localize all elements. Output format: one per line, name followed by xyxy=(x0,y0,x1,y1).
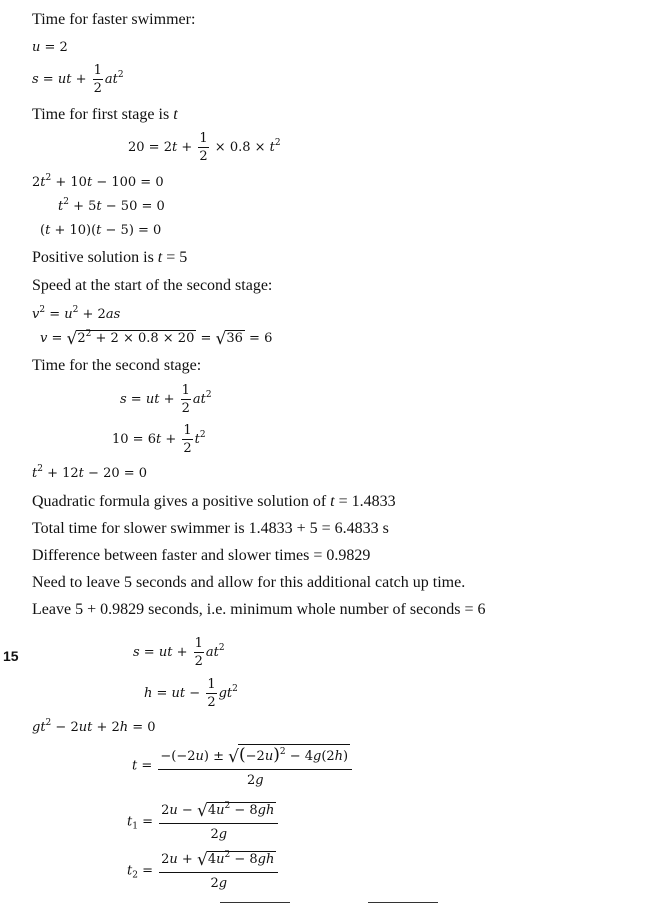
text-first-stage: Time for first stage is t xyxy=(32,106,178,123)
text-catch-up: Need to leave 5 seconds and allow for this additional catch up time. xyxy=(32,574,466,591)
equation-t2: $t_2$ = $\frac{2u + √4u^2 - 8gh}{2g}$ xyxy=(127,851,280,891)
text-quadratic-formula: Quadratic formula gives a positive solution of t = 1.4833 xyxy=(32,493,396,510)
equation-suvat: s = ut + $\frac{1}{2}$ $at^2$ xyxy=(32,63,124,96)
equation-t-general: t = $\frac{-(-2u) \pm √(-2u)^2 - 4g(2h)}{2g}$ xyxy=(132,744,354,788)
text-positive-solution: Positive solution is t = 5 xyxy=(32,249,188,266)
equation-v-squared: $v^2 = u^2 + 2as$ xyxy=(32,305,121,322)
equation-height: h = ut − $\frac{1}{2}$ $gt^2$ xyxy=(144,677,238,710)
equation-quadratic-1: $2t^2 + 10t - 100 = 0$ xyxy=(32,173,164,190)
partial-fraction-bar-left xyxy=(220,902,290,903)
heading-faster-swimmer: Time for faster swimmer: xyxy=(32,11,196,28)
equation-v-value: $v = √2^2 + 2 \times 0.8 \times 20 = √36 = 6$ xyxy=(40,329,273,349)
equation-factorised: (t + 10)(t − 5) = 0 xyxy=(40,223,162,238)
equation-u: u = 2 xyxy=(32,40,68,55)
text-conclusion: Leave 5 + 0.9829 seconds, i.e. minimum whole number of seconds = 6 xyxy=(32,601,486,618)
question-number: 15 xyxy=(3,648,19,664)
equation-quadratic-2: $t^2 + 5t - 50 = 0$ xyxy=(58,197,165,214)
equation-first-stage: 20 = 2t + $\frac{1}{2}$ × $0.8 \times t^2$ xyxy=(128,131,281,164)
text-second-stage-speed: Speed at the start of the second stage: xyxy=(32,277,273,294)
equation-suvat-3: s = ut + $\frac{1}{2}$ $at^2$ xyxy=(133,636,225,669)
text-second-stage-time: Time for the second stage: xyxy=(32,357,202,374)
partial-fraction-bar-right xyxy=(368,902,438,903)
equation-suvat-2: s = ut + $\frac{1}{2}$ $at^2$ xyxy=(120,383,212,416)
text-total-time: Total time for slower swimmer is 1.4833 + 5 = 6.4833 s xyxy=(32,520,389,537)
text-difference: Difference between faster and slower times = 0.9829 xyxy=(32,547,371,564)
equation-second-stage: 10 = 6t + $\frac{1}{2}$ $t^2$ xyxy=(112,423,206,456)
equation-quadratic-g: $gt^2 - 2ut + 2h = 0$ xyxy=(32,718,156,735)
equation-quadratic-3: $t^2 + 12t - 20 = 0$ xyxy=(32,464,148,481)
equation-t1: $t_1$ = $\frac{2u - √4u^2 - 8gh}{2g}$ xyxy=(127,802,280,842)
